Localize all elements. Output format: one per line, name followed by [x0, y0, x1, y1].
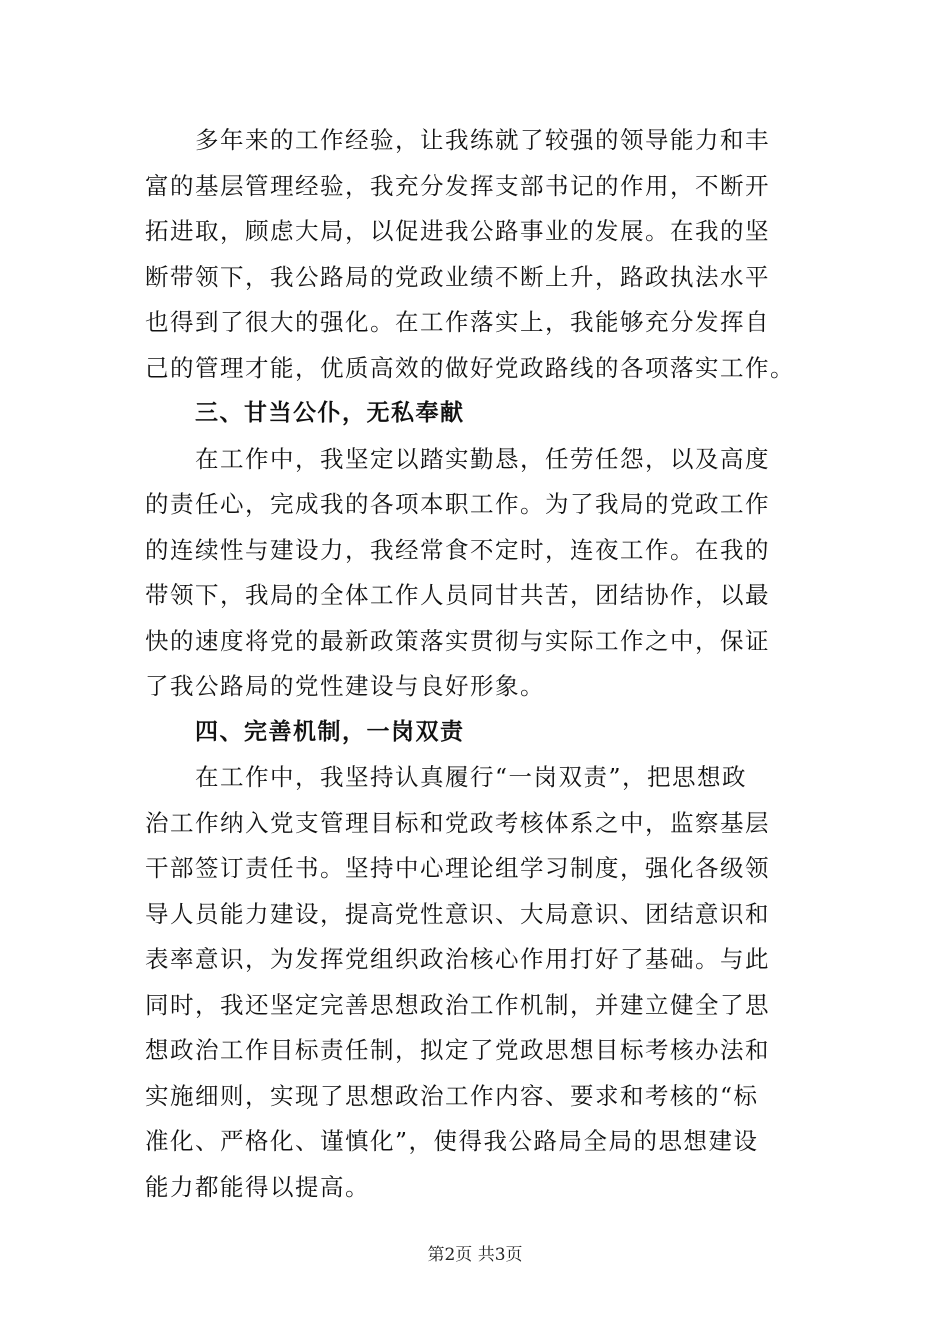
- section-heading-3: 三、甘当公仆，无私奉献: [195, 400, 465, 426]
- text-line: 导人员能力建设，提高党性意识、大局意识、团结意识和: [145, 899, 770, 928]
- paragraph-mechanism: [145, 755, 805, 1210]
- text-line: 能力都能得以提高。: [145, 1172, 370, 1201]
- text-line: 的连续性与建设力，我经常食不定时，连夜工作。在我的: [145, 535, 770, 564]
- text-line: 快的速度将党的最新政策落实贯彻与实际工作之中，保证: [145, 626, 770, 655]
- text-line: 想政治工作目标责任制，拟定了党政思想目标考核办法和: [145, 1036, 770, 1064]
- text-line: 在工作中，我坚定以踏实勤恳，任劳任怨，以及高度: [195, 444, 770, 473]
- page-footer: 第2页 共3页: [427, 1245, 523, 1265]
- document-body: [145, 118, 805, 1210]
- paragraph-dedication: [145, 437, 805, 710]
- text-line: 富的基层管理经验，我充分发挥支部书记的作用，不断开: [145, 171, 770, 200]
- text-line: 治工作纳入党支管理目标和党政考核体系之中，监察基层: [145, 808, 770, 837]
- text-line: 实施细则，实现了思想政治工作内容、要求和考核的“标: [145, 1081, 759, 1110]
- section-heading-4: 四、完善机制，一岗双责: [195, 718, 465, 745]
- text-line: 也得到了很大的强化。在工作落实上，我能够充分发挥自: [145, 308, 770, 336]
- text-line: 同时，我还坚定完善思想政治工作机制，并建立健全了思: [145, 990, 770, 1019]
- text-line: 的责任心，完成我的各项本职工作。为了我局的党政工作: [145, 490, 770, 518]
- text-line: 带领下，我局的全体工作人员同甘共苦，团结协作，以最: [145, 581, 770, 609]
- text-line: 在工作中，我坚持认真履行“一岗双责”，把思想政: [195, 763, 748, 791]
- text-line: 表率意识，为发挥党组织政治核心作用打好了基础。与此: [145, 945, 770, 973]
- text-line: 了我公路局的党性建设与良好形象。: [145, 672, 545, 700]
- text-line: 多年来的工作经验，让我练就了较强的领导能力和丰: [195, 126, 770, 154]
- paragraph-experience: [145, 118, 805, 391]
- text-line: 己的管理才能，优质高效的做好党政路线的各项落实工作。: [145, 353, 795, 382]
- text-line: 准化、严格化、谨慎化”，使得我公路局全局的思想建设: [145, 1127, 759, 1155]
- text-line: 干部签订责任书。坚持中心理论组学习制度，强化各级领: [145, 854, 770, 882]
- text-line: 断带领下，我公路局的党政业绩不断上升，路政执法水平: [145, 262, 770, 291]
- text-line: 拓进取，顾虑大局，以促进我公路事业的发展。在我的坚: [145, 217, 770, 245]
